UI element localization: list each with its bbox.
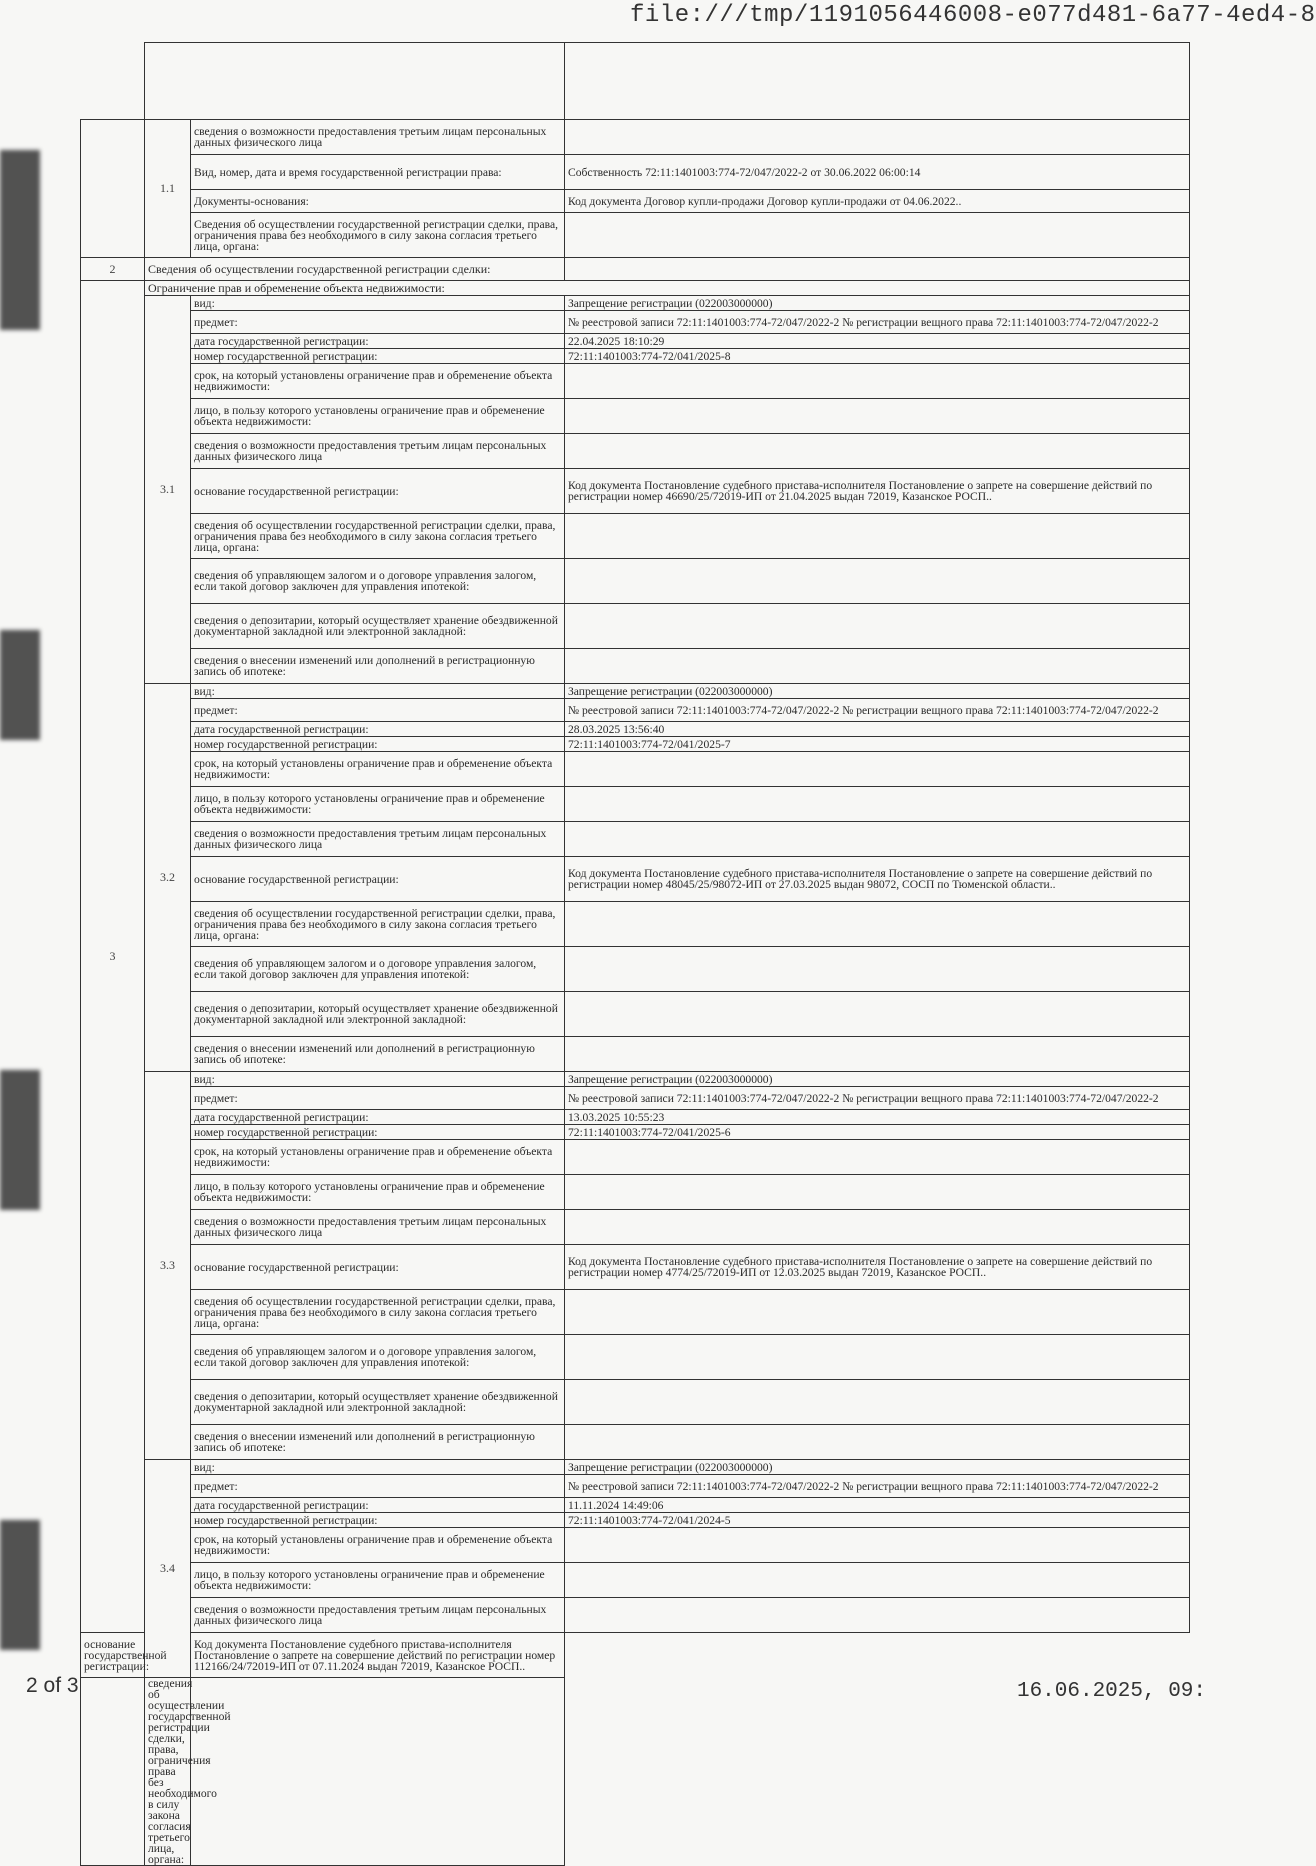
field-label: вид:	[191, 1460, 565, 1475]
field-label: сведения о внесении изменений или дополнений в регистрационную запись об ипотеке:	[191, 649, 565, 684]
extract-table	[80, 42, 1190, 1866]
field-label: предмет:	[191, 1475, 565, 1498]
field-value: Код документа Постановление судебного пристава-исполнителя Постановление о запрете на совершение действий по регистрации номер 48045/25/98072-ИП от 27.03.2025 выдан 98072, СОСП по Тюменской области..	[565, 857, 1190, 902]
row-number: 3.3	[145, 1072, 191, 1460]
field-value: № реестровой записи 72:11:1401003:774-72/047/2022-2 № регистрации вещного права 72:11:1401003:774-72/047/2022-2	[565, 1475, 1190, 1498]
field-label: сведения о депозитарии, который осуществляет хранение обездвиженной документарной закладной или электронной закладной:	[191, 604, 565, 649]
field-label: сведения о возможности предоставления третьим лицам персональных данных физического лица	[191, 434, 565, 469]
field-label: лицо, в пользу которого установлены ограничение прав и обременение объекта недвижимости:	[191, 399, 565, 434]
field-label: сведения об осуществлении государственной регистрации сделки, права, ограничения права без необходимого в силу закона согласия третьего лица, органа:	[191, 1290, 565, 1335]
table-row	[81, 334, 1190, 349]
table-row	[81, 559, 1190, 604]
table-row	[81, 1563, 1190, 1598]
field-value: 22.04.2025 18:10:29	[565, 334, 1190, 349]
print-datetime: 16.06.2025, 09:	[1016, 1680, 1206, 1703]
section-title: Ограничение прав и обременение объекта недвижимости:	[145, 281, 1190, 296]
field-value: 13.03.2025 10:55:23	[565, 1110, 1190, 1125]
field-label: сведения об управляющем залогом и о договоре управления залогом, если такой договор заключен для управления ипотекой:	[191, 559, 565, 604]
field-label: номер государственной регистрации:	[191, 1513, 565, 1528]
field-label: сведения о внесении изменений или дополнений в регистрационную запись об ипотеке:	[191, 1037, 565, 1072]
field-value: № реестровой записи 72:11:1401003:774-72/047/2022-2 № регистрации вещного права 72:11:1401003:774-72/047/2022-2	[565, 311, 1190, 334]
field-label: дата государственной регистрации:	[191, 722, 565, 737]
table-row	[81, 1633, 1190, 1678]
table-row	[81, 1140, 1190, 1175]
table-row	[81, 737, 1190, 752]
table-row	[81, 155, 1190, 190]
field-value: 72:11:1401003:774-72/041/2024-5	[565, 1513, 1190, 1528]
table-row	[81, 43, 1190, 120]
table-row	[81, 1498, 1190, 1513]
field-label: сведения о возможности предоставления третьим лицам персональных данных физического лица	[191, 120, 565, 155]
field-label: лицо, в пользу которого установлены ограничение прав и обременение объекта недвижимости:	[191, 1563, 565, 1598]
extract-document	[80, 42, 1190, 1866]
table-row	[81, 1087, 1190, 1110]
field-label: предмет:	[191, 1087, 565, 1110]
table-row	[81, 1598, 1190, 1633]
field-label: сведения о депозитарии, который осуществляет хранение обездвиженной документарной закладной или электронной закладной:	[191, 1380, 565, 1425]
field-value	[565, 213, 1190, 258]
field-value: 11.11.2024 14:49:06	[565, 1498, 1190, 1513]
print-header-url: file:///tmp/1191056446008-e077d481-6a77-4ed4-8	[630, 2, 1316, 29]
field-value: 72:11:1401003:774-72/041/2025-8	[565, 349, 1190, 364]
field-label: вид:	[191, 296, 565, 311]
field-value	[565, 120, 1190, 155]
field-label: сведения о депозитарии, который осуществляет хранение обездвиженной документарной закладной или электронной закладной:	[191, 992, 565, 1037]
field-label: сведения о возможности предоставления третьим лицам персональных данных физического лица	[191, 822, 565, 857]
field-label: основание государственной регистрации:	[191, 1245, 565, 1290]
table-row	[81, 752, 1190, 787]
table-row	[81, 857, 1190, 902]
table-row	[81, 1425, 1190, 1460]
field-label: срок, на который установлены ограничение прав и обременение объекта недвижимости:	[191, 752, 565, 787]
table-row	[81, 213, 1190, 258]
table-row	[81, 902, 1190, 947]
field-label: срок, на который установлены ограничение прав и обременение объекта недвижимости:	[191, 1528, 565, 1563]
field-label: сведения о возможности предоставления третьим лицам персональных данных физического лица	[191, 1210, 565, 1245]
row-number: 3.2	[145, 684, 191, 1072]
field-value: Запрещение регистрации (022003000000)	[565, 296, 1190, 311]
table-row	[81, 281, 1190, 296]
table-row	[81, 364, 1190, 399]
table-row	[81, 699, 1190, 722]
scan-shadow	[0, 630, 40, 740]
table-row	[81, 258, 1190, 281]
table-row	[81, 992, 1190, 1037]
table-row	[81, 1072, 1190, 1087]
field-value: Запрещение регистрации (022003000000)	[565, 1460, 1190, 1475]
field-label: Сведения об осуществлении государственной регистрации сделки, права, ограничения права без необходимого в силу закона согласия третьего лица, органа:	[191, 213, 565, 258]
table-row	[81, 787, 1190, 822]
table-row	[81, 1175, 1190, 1210]
field-label: срок, на который установлены ограничение прав и обременение объекта недвижимости:	[191, 1140, 565, 1175]
section-number: 3	[81, 281, 145, 1633]
table-row	[81, 1037, 1190, 1072]
section-title: Сведения об осуществлении государственной регистрации сделки:	[145, 258, 565, 281]
field-label: предмет:	[191, 699, 565, 722]
table-row	[81, 399, 1190, 434]
field-label: сведения о внесении изменений или дополнений в регистрационную запись об ипотеке:	[191, 1425, 565, 1460]
field-value: Запрещение регистрации (022003000000)	[565, 684, 1190, 699]
table-row	[81, 1513, 1190, 1528]
field-label: сведения об осуществлении государственной регистрации сделки, права, ограничения права без необходимого в силу закона согласия третьего лица, органа:	[191, 514, 565, 559]
table-row	[81, 1678, 1190, 1866]
field-value: Код документа Постановление судебного пристава-исполнителя Постановление о запрете на совершение действий по регистрации номер 46690/25/72019-ИП от 21.04.2025 выдан 72019, Казанское РОСП..	[565, 469, 1190, 514]
table-row	[81, 1290, 1190, 1335]
row-number: 3.4	[145, 1460, 191, 1678]
table-row	[81, 1475, 1190, 1498]
field-label: Документы-основания:	[191, 190, 565, 213]
field-label: основание государственной регистрации:	[81, 1633, 145, 1678]
field-value: Код документа Постановление судебного пристава-исполнителя Постановление о запрете на совершение действий по регистрации номер 112166/24/72019-ИП от 07.11.2024 выдан 72019, Казанское РОСП..	[191, 1633, 565, 1678]
table-row	[81, 120, 1190, 155]
scan-shadow	[0, 150, 40, 330]
field-label: сведения о возможности предоставления третьим лицам персональных данных физического лица	[191, 1598, 565, 1633]
table-row	[81, 469, 1190, 514]
field-value: Собственность 72:11:1401003:774-72/047/2022-2 от 30.06.2022 06:00:14	[565, 155, 1190, 190]
field-label: срок, на который установлены ограничение прав и обременение объекта недвижимости:	[191, 364, 565, 399]
field-value: 28.03.2025 13:56:40	[565, 722, 1190, 737]
section-number: 2	[81, 258, 145, 281]
scan-shadow	[0, 1520, 40, 1650]
table-row	[81, 722, 1190, 737]
field-value: № реестровой записи 72:11:1401003:774-72/047/2022-2 № регистрации вещного права 72:11:1401003:774-72/047/2022-2	[565, 1087, 1190, 1110]
field-value: Запрещение регистрации (022003000000)	[565, 1072, 1190, 1087]
page-number: 2 of 3	[26, 1674, 79, 1697]
field-label: предмет:	[191, 311, 565, 334]
table-row	[81, 1528, 1190, 1563]
table-row	[81, 514, 1190, 559]
field-value: 72:11:1401003:774-72/041/2025-6	[565, 1125, 1190, 1140]
field-value: № реестровой записи 72:11:1401003:774-72/047/2022-2 № регистрации вещного права 72:11:1401003:774-72/047/2022-2	[565, 699, 1190, 722]
field-label: сведения об управляющем залогом и о договоре управления залогом, если такой договор заключен для управления ипотекой:	[191, 1335, 565, 1380]
field-label: вид:	[191, 1072, 565, 1087]
field-value: Код документа Постановление судебного пристава-исполнителя Постановление о запрете на совершение действий по регистрации номер 4774/25/72019-ИП от 12.03.2025 выдан 72019, Казанское РОСП..	[565, 1245, 1190, 1290]
table-row	[81, 684, 1190, 699]
field-label: номер государственной регистрации:	[191, 349, 565, 364]
field-label: вид:	[191, 684, 565, 699]
field-label: сведения об управляющем залогом и о договоре управления залогом, если такой договор заключен для управления ипотекой:	[191, 947, 565, 992]
field-label: сведения об осуществлении государственной регистрации сделки, права, ограничения права без необходимого в силу закона согласия третьего лица, органа:	[145, 1678, 191, 1866]
table-row	[81, 311, 1190, 334]
field-label: сведения об осуществлении государственной регистрации сделки, права, ограничения права без необходимого в силу закона согласия третьего лица, органа:	[191, 902, 565, 947]
row-number: 3.1	[145, 296, 191, 684]
field-label: лицо, в пользу которого установлены ограничение прав и обременение объекта недвижимости:	[191, 1175, 565, 1210]
field-label: основание государственной регистрации:	[191, 469, 565, 514]
field-label: дата государственной регистрации:	[191, 1498, 565, 1513]
table-row	[81, 1125, 1190, 1140]
scan-shadow	[0, 1070, 40, 1210]
table-row	[81, 296, 1190, 311]
table-row	[81, 1210, 1190, 1245]
table-row	[81, 1335, 1190, 1380]
table-row	[81, 1460, 1190, 1475]
field-value: Код документа Договор купли-продажи Договор купли-продажи от 04.06.2022..	[565, 190, 1190, 213]
field-label: номер государственной регистрации:	[191, 737, 565, 752]
table-row	[81, 190, 1190, 213]
table-row	[81, 649, 1190, 684]
table-row	[81, 604, 1190, 649]
row-number: 1.1	[145, 120, 191, 258]
field-value: 72:11:1401003:774-72/041/2025-7	[565, 737, 1190, 752]
table-row	[81, 434, 1190, 469]
table-row	[81, 1110, 1190, 1125]
field-label: дата государственной регистрации:	[191, 1110, 565, 1125]
table-row	[81, 822, 1190, 857]
table-row	[81, 1245, 1190, 1290]
field-label: номер государственной регистрации:	[191, 1125, 565, 1140]
table-row	[81, 349, 1190, 364]
field-label: лицо, в пользу которого установлены ограничение прав и обременение объекта недвижимости:	[191, 787, 565, 822]
field-value	[565, 258, 1190, 281]
table-row	[81, 1380, 1190, 1425]
table-row	[81, 947, 1190, 992]
field-label: Вид, номер, дата и время государственной регистрации права:	[191, 155, 565, 190]
field-label: дата государственной регистрации:	[191, 334, 565, 349]
field-label: основание государственной регистрации:	[191, 857, 565, 902]
